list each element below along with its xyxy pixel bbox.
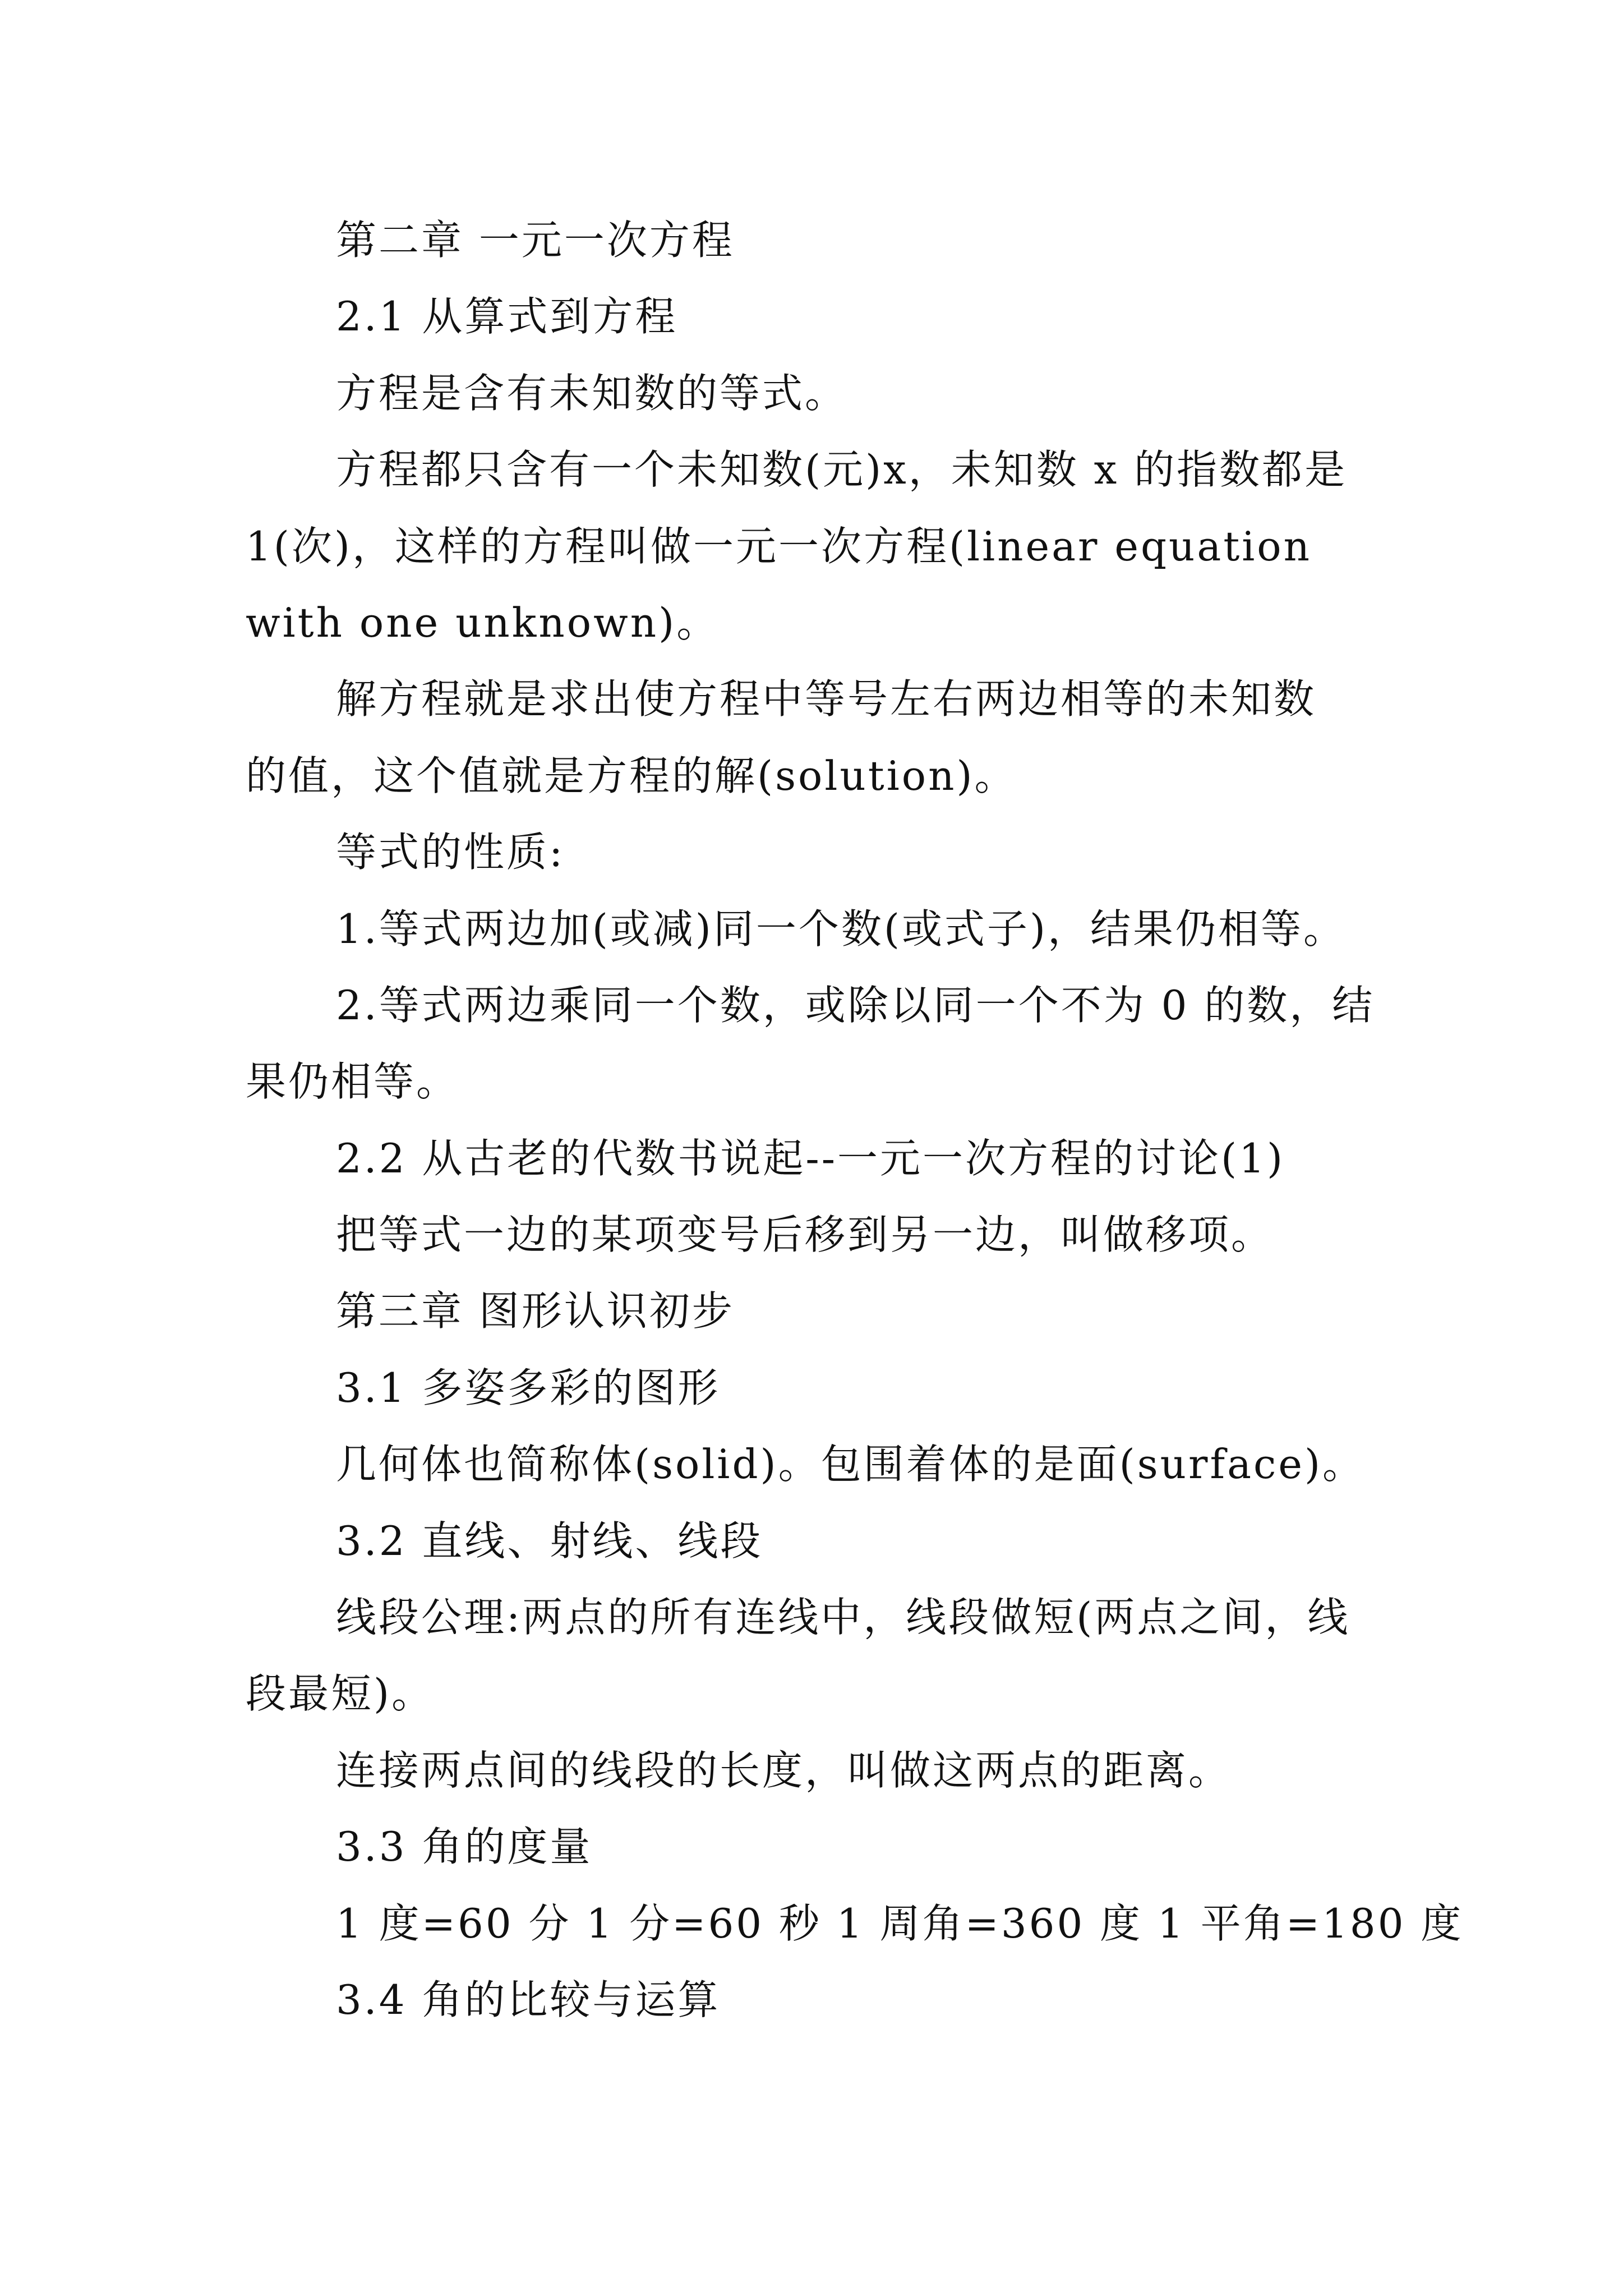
paragraph-line: with one unknown)。	[246, 599, 720, 646]
paragraph-line: 方程是含有未知数的等式。	[336, 369, 848, 417]
section-title: 2.2 从古老的代数书说起--一元一次方程的讨论(1)	[336, 1134, 1285, 1182]
paragraph-line: 的值，这个值就是方程的解(solution)。	[246, 752, 1017, 799]
section-title: 3.1 多姿多彩的图形	[336, 1364, 721, 1411]
chapter-title: 第二章 一元一次方程	[336, 217, 735, 264]
section-title: 3.2 直线、射线、线段	[336, 1517, 763, 1565]
list-item: 1.等式两边加(或减)同一个数(或式子)，结果仍相等。	[336, 905, 1347, 953]
paragraph-line: 等式的性质:	[336, 829, 565, 876]
paragraph-line: 把等式一边的某项变号后移到另一边，叫做移项。	[336, 1211, 1274, 1259]
document-body	[246, 202, 1464, 2038]
paragraph-line: 线段公理:两点的所有连线中，线段做短(两点之间，线	[336, 1594, 1350, 1641]
section-title: 2.1 从算式到方程	[336, 293, 678, 341]
chapter-title: 第三章 图形认识初步	[336, 1287, 735, 1335]
section-title: 3.3 角的度量	[336, 1823, 593, 1871]
paragraph-line: 连接两点间的线段的长度，叫做这两点的距离。	[336, 1746, 1232, 1794]
section-title: 3.4 角的比较与运算	[336, 1976, 721, 2023]
paragraph-line: 方程都只含有一个未知数(元)x，未知数 x 的指数都是	[336, 446, 1348, 494]
list-item: 2.等式两边乘同一个数，或除以同一个不为 0 的数，结	[336, 981, 1375, 1029]
paragraph-line: 1(次)，这样的方程叫做一元一次方程(linear equation	[246, 522, 1312, 570]
paragraph-line: 1 度=60 分 1 分=60 秒 1 周角=360 度 1 平角=180 度	[336, 1899, 1464, 1947]
paragraph-line: 几何体也简称体(solid)。包围着体的是面(surface)。	[336, 1441, 1366, 1488]
paragraph-line: 解方程就是求出使方程中等号左右两边相等的未知数	[336, 675, 1317, 723]
paragraph-line: 段最短)。	[246, 1670, 435, 1718]
list-item-continuation: 果仍相等。	[246, 1058, 459, 1106]
